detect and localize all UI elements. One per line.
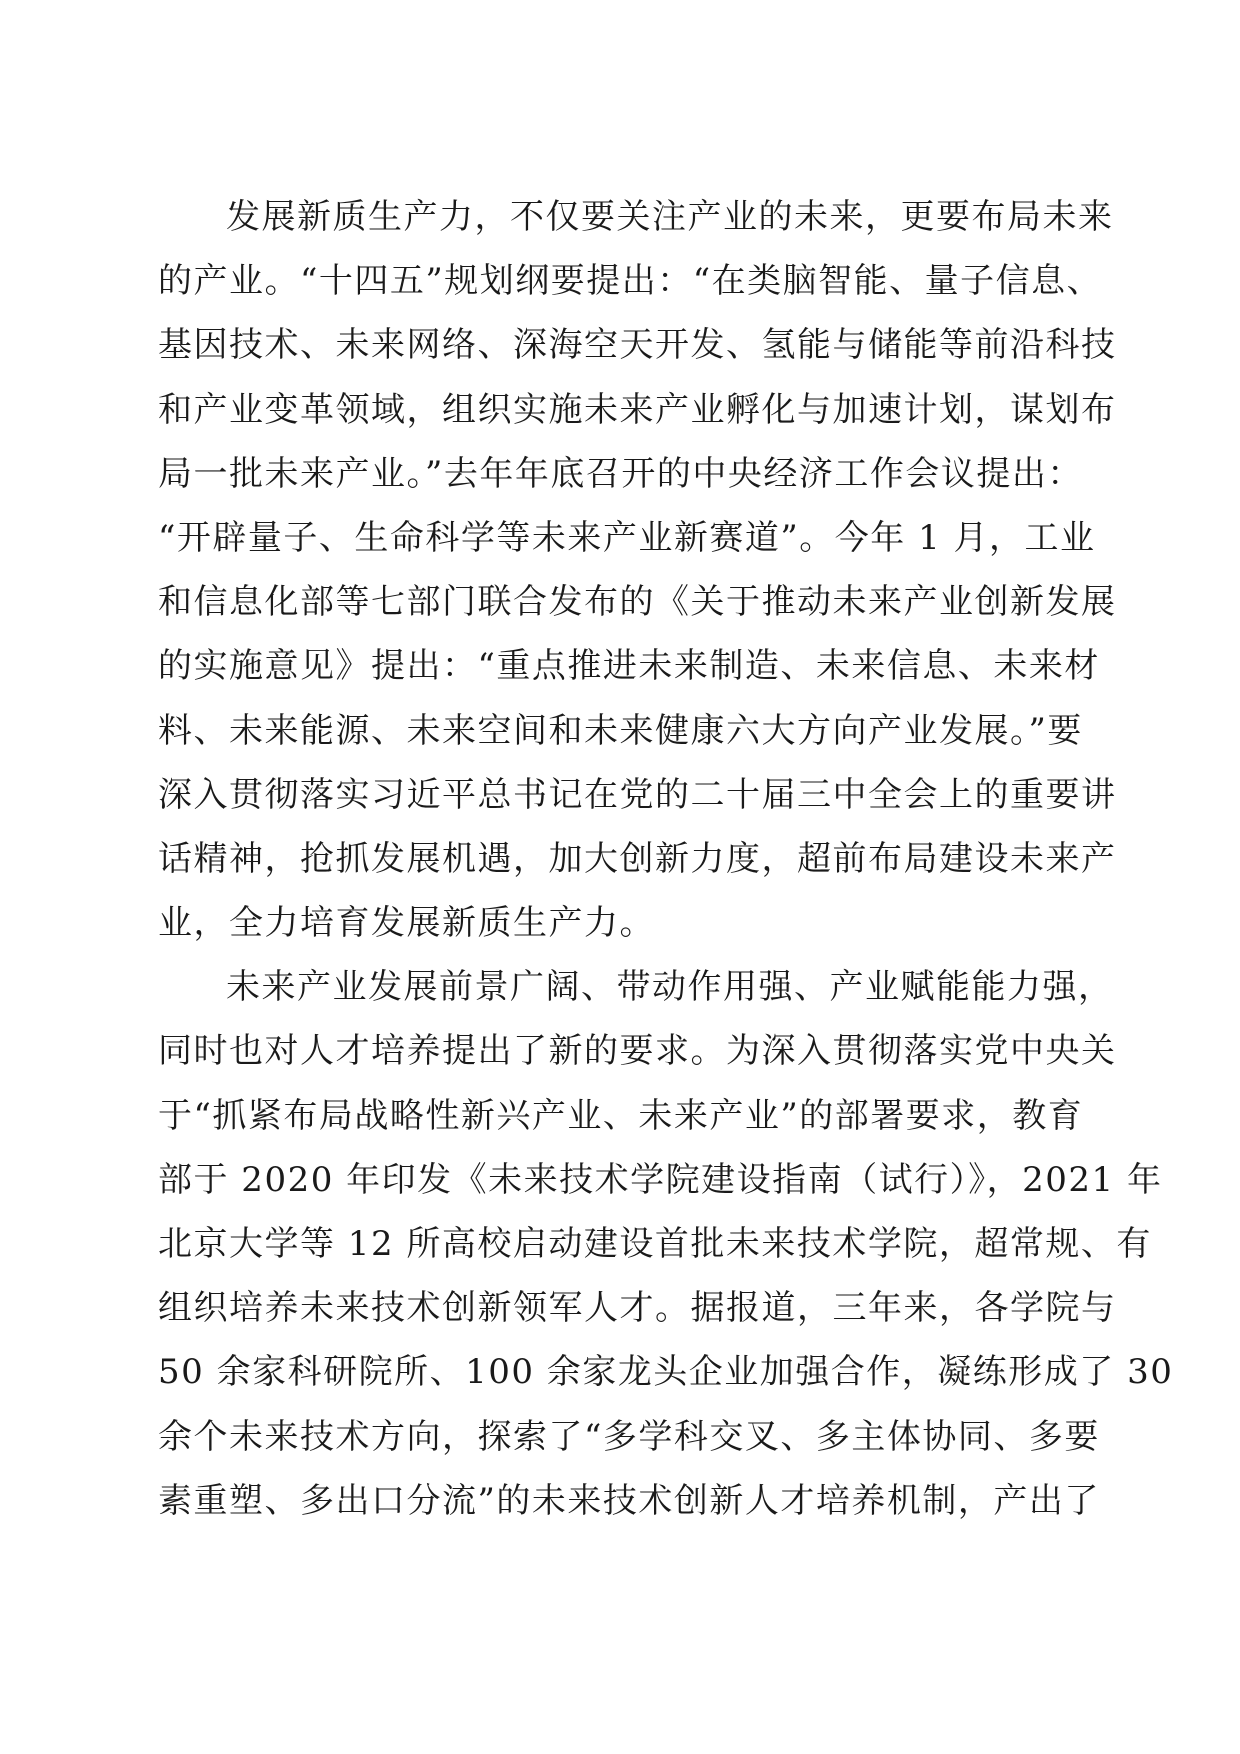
paragraph-1 [158, 185, 1117, 955]
paragraph-line: 的实施意见》提出：“重点推进未来制造、未来信息、未来材 [158, 646, 1100, 687]
paragraph-line: 话精神，抢抓发展机遇，加大创新力度，超前布局建设未来产 [158, 838, 1117, 879]
paragraph-line: 素重塑、多出口分流”的未来技术创新人才培养机制，产出了 [158, 1480, 1100, 1521]
paragraph-line: 和产业变革领域，组织实施未来产业孵化与加速计划，谋划布 [158, 389, 1117, 430]
paragraph-line: 于“抓紧布局战略性新兴产业、未来产业”的部署要求，教育 [158, 1095, 1084, 1136]
paragraph-line: “开辟量子、生命科学等未来产业新赛道”。今年 1 月，工业 [158, 517, 1096, 558]
paragraph-line: 未来产业发展前景广阔、带动作用强、产业赋能能力强， [226, 967, 1114, 1008]
paragraph-line: 深入贯彻落实习近平总书记在党的二十届三中全会上的重要讲 [158, 774, 1117, 815]
paragraph-2 [158, 955, 1174, 1533]
paragraph-line: 余个未来技术方向，探索了“多学科交叉、多主体协同、多要 [158, 1416, 1100, 1457]
paragraph-line: 部于 2020 年印发《未来技术学院建设指南（试行）》，2021 年 [158, 1159, 1163, 1200]
paragraph-line: 局一批未来产业。”去年年底召开的中央经济工作会议提出： [158, 453, 1083, 494]
paragraph-line: 和信息化部等七部门联合发布的《关于推动未来产业创新发展 [158, 582, 1117, 623]
paragraph-line: 基因技术、未来网络、深海空天开发、氢能与储能等前沿科技 [158, 325, 1117, 366]
paragraph-line: 业，全力培育发展新质生产力。 [158, 903, 655, 944]
paragraph-line: 发展新质生产力，不仅要关注产业的未来，更要布局未来 [226, 197, 1114, 237]
paragraph-line: 北京大学等 12 所高校启动建设首批未来技术学院，超常规、有 [158, 1224, 1152, 1264]
paragraph-line: 的产业。“十四五”规划纲要提出：“在类脑智能、量子信息、 [158, 261, 1103, 302]
paragraph-line: 50 余家科研院所、100 余家龙头企业加强合作，凝练形成了 30 [158, 1352, 1174, 1393]
body-text [158, 185, 1174, 1533]
paragraph-line: 料、未来能源、未来空间和未来健康六大方向产业发展。”要 [158, 710, 1083, 751]
paragraph-line: 同时也对人才培养提出了新的要求。为深入贯彻落实党中央关 [158, 1031, 1117, 1072]
paragraph-line: 组织培养未来技术创新领军人才。据报道，三年来，各学院与 [158, 1288, 1117, 1329]
